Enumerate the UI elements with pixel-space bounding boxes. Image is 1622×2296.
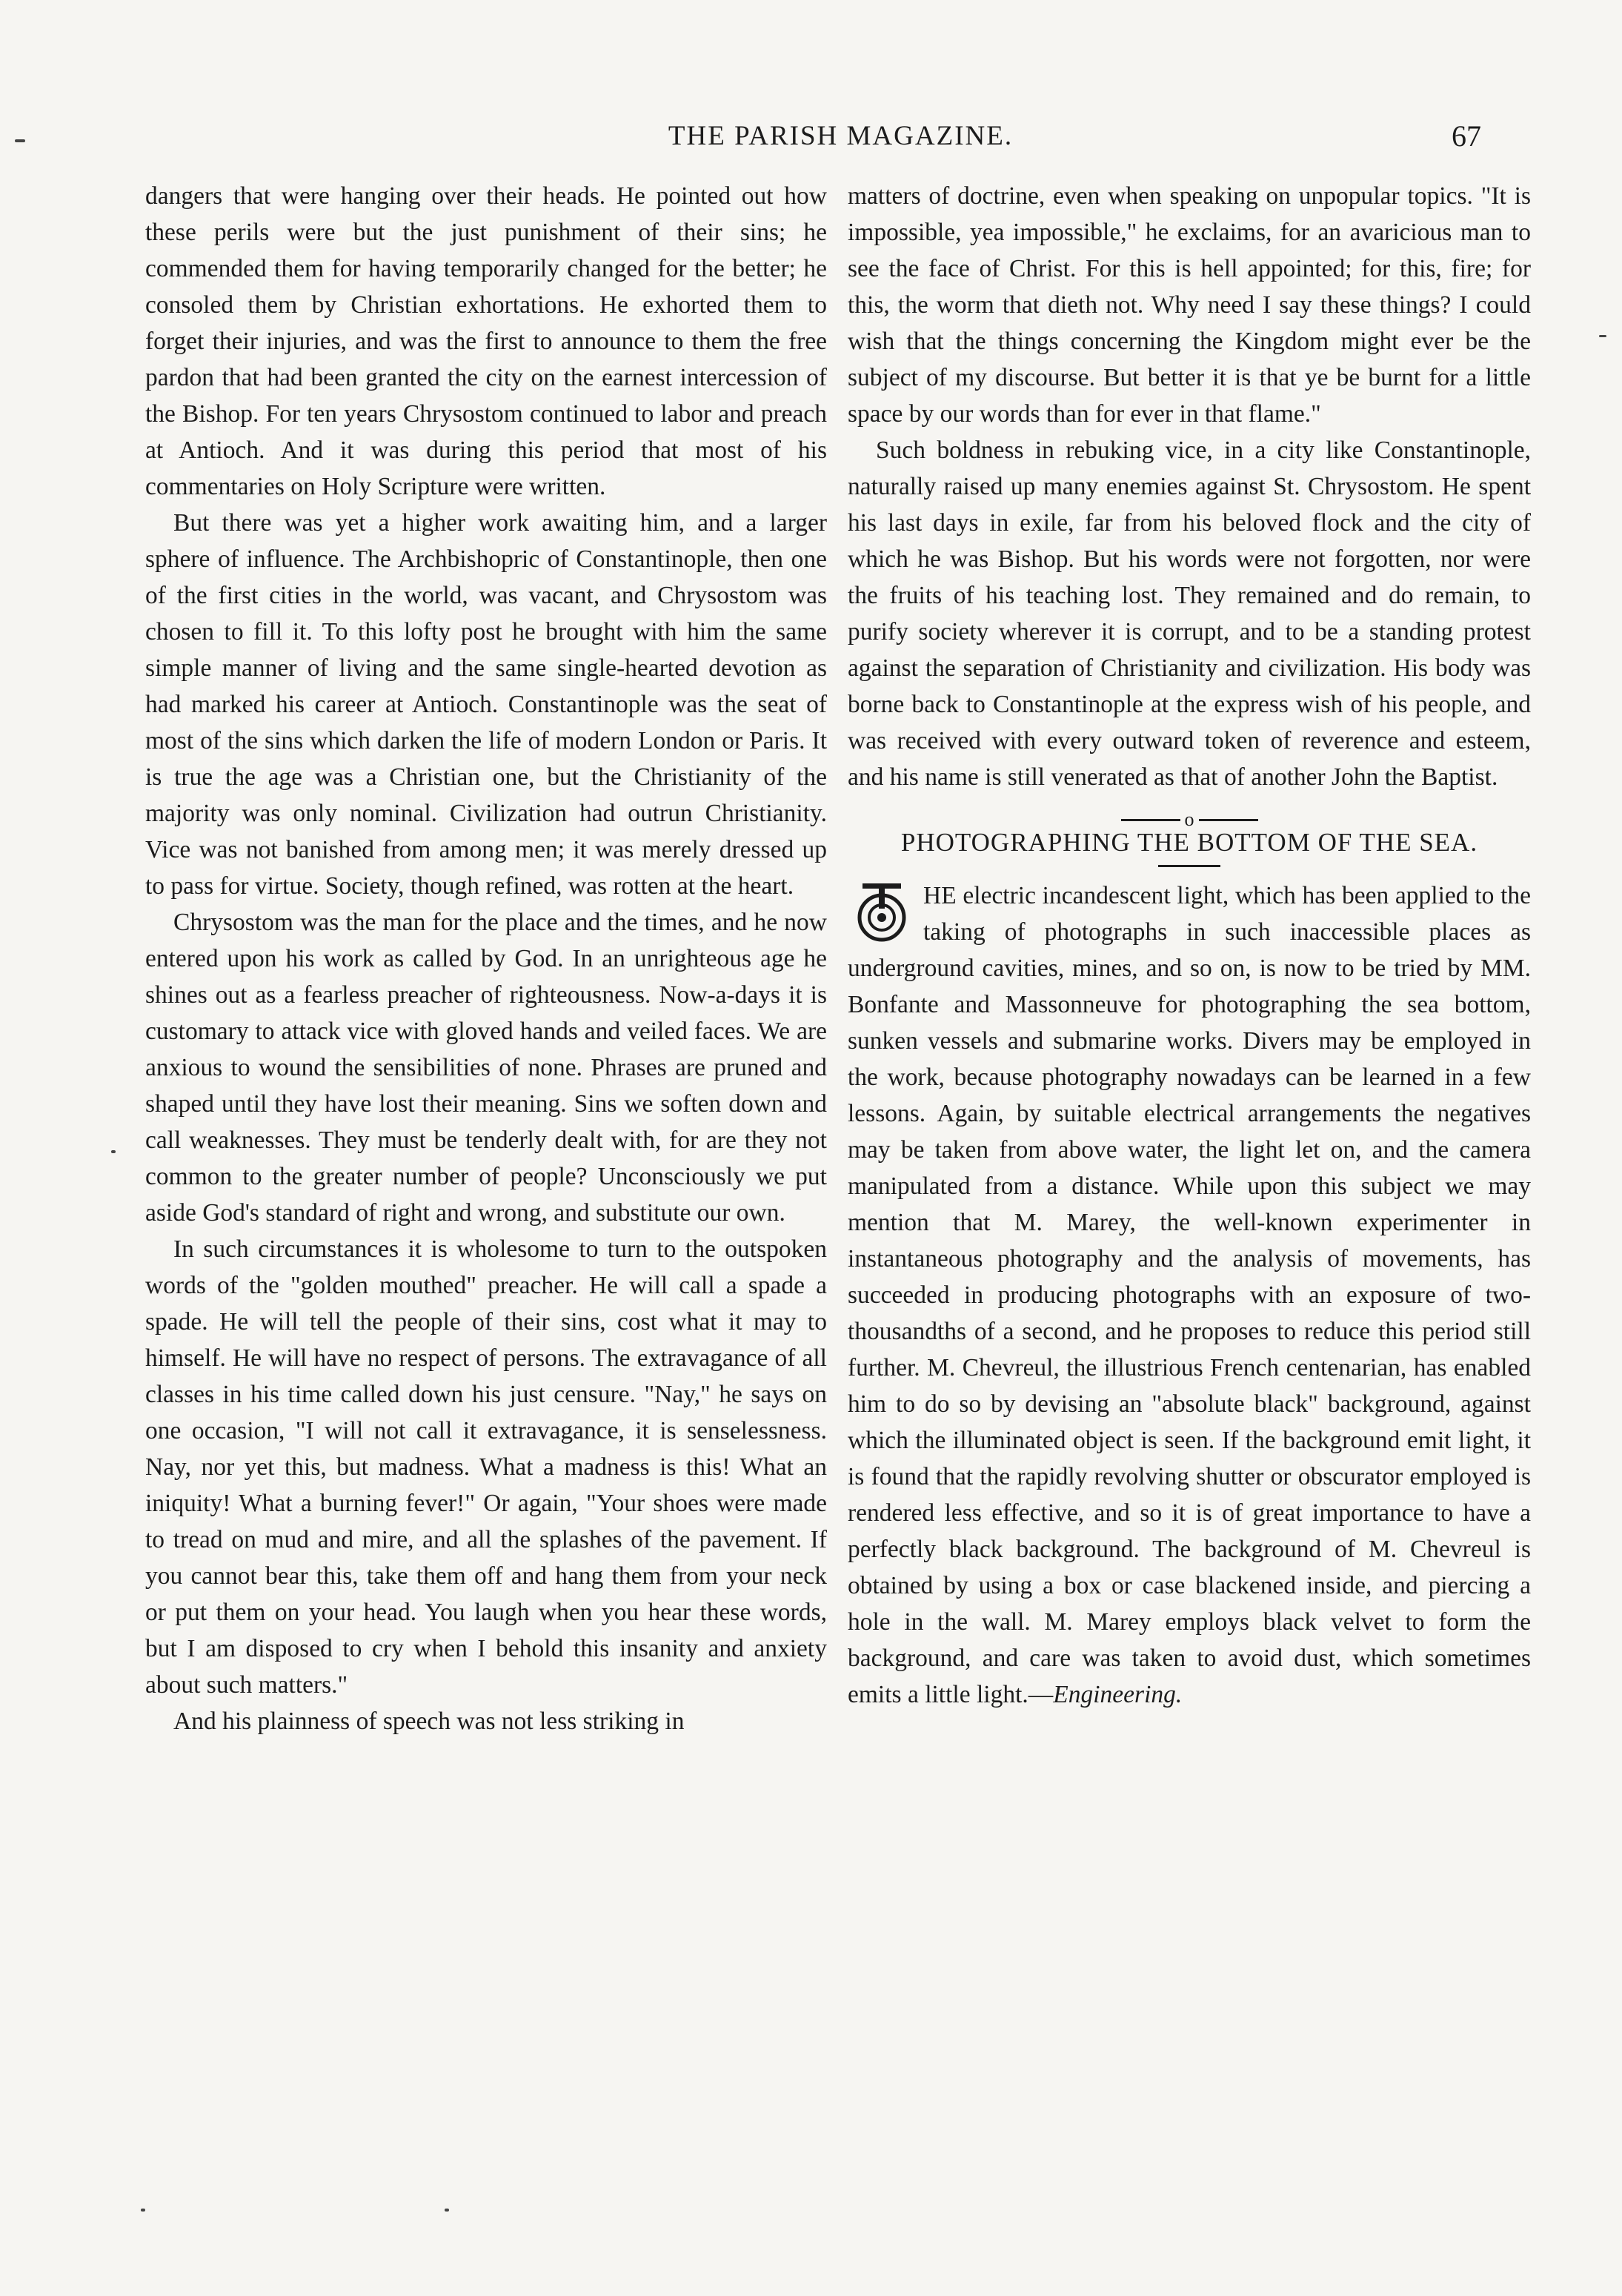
page-header bbox=[0, 119, 1622, 163]
print-speck bbox=[141, 2209, 145, 2212]
paragraph: dangers that were hanging over their heads. He pointed out how these perils were but the just punishment of their sins; he commended them for having temporarily changed for the better; he consoled them by Christian exhortations. He exhorted them to forget their injuries, and was the first to announce to them the free pardon that had been granted the city on the earnest intercession of the Bishop. For ten years Chrysostom continued to labor and preach at Antioch. And it was during this period that most of his commentaries on Holy Scripture were written. bbox=[145, 182, 827, 500]
page-number: 67 bbox=[1452, 119, 1481, 153]
print-speck bbox=[111, 1150, 116, 1153]
title-rule bbox=[1158, 865, 1220, 867]
paragraph: But there was yet a higher work awaiting him, and a larger sphere of influence. The Archbishopric of Constantinople, then one of the first cities in the world, was vacant, and Chrysostom was chosen to fill it. To this lofty post he brought with him the same simple manner of living and the same single-hearted devotion as had marked his career at Antioch. Constantinople was the seat of most of the sins which darken the life of modern London or Paris. It is true the age was a Christian one, but the Christianity of the majority was only nominal. Civilization had outrun Christianity. Vice was not banished from among men; it was merely dressed up to pass for virtue. Society, though refined, was rotten at the heart. bbox=[145, 509, 827, 900]
print-speck bbox=[445, 2209, 449, 2212]
print-speck bbox=[1599, 335, 1606, 337]
article-title: PHOTOGRAPHING THE BOTTOM OF THE SEA. bbox=[900, 828, 1478, 857]
article-body: HE electric incandescent light, which has been applied to the taking of photographs in such inaccessible places as underground cavities, mines, and so on, is now to be tried by MM. Bonfante and Massonneuve for photographing the sea bottom, sunken vessels and submarine works. Divers may be employed in the work, because photography nowadays can be learned in a few lessons. Again, by suitable electrical arrangements the negatives may be taken from above water, the light let on, and the camera manipulated from a distance. While upon this subject we may mention that M. Marey, the well-known experimenter in instantaneous photography and the analysis of movements, has succeeded in producing photographs with an exposure of two-thousandths of a second, and he proposes to reduce this period still further. M. Chevreul, the illustrious French centenarian, has enabled him to do so by devising an "absolute black" background, against which the illuminated object is seen. If the background emit light, it is found that the rapidly revolving shutter or obscurator employed is rendered less effective, and so it is of great importance to have a perfectly black background. The background of M. Chevreul is obtained by using a box or case blackened inside, and piercing a hole in the wall. M. Marey employs black velvet to form the background, and care was taken to avoid dust, which sometimes emits a little light. bbox=[848, 882, 1531, 1708]
running-title: THE PARISH MAGAZINE. bbox=[668, 121, 1014, 151]
separator-line bbox=[1121, 819, 1180, 821]
print-speck bbox=[15, 139, 25, 142]
dropcap-ornament-icon bbox=[848, 879, 916, 947]
left-column bbox=[145, 178, 827, 1739]
right-column bbox=[848, 178, 1531, 1713]
article-body-block: HE electric incandescent light, which has been applied to the taking of photographs in such inaccessible places as underground cavities, mines, and so on, is now to be tried by MM. Bonfante and Massonneuve for photographing the sea bottom, sunken vessels and submarine works. Divers may be employed in the work, because photography nowadays can be learned in a few lessons. Again, by suitable electrical arrangements the negatives may be taken from above water, the light let on, and the camera manipulated from a distance. While upon this subject we may mention that M. Marey, the well-known experimenter in instantaneous photography and the analysis of movements, has succeeded in producing photographs with an exposure of two-thousandths of a second, and he proposes to reduce this period still further. M. Chevreul, the illustrious French centenarian, has enabled him to do so by devising an "absolute black" background, against which the illuminated object is seen. If the background emit light, it is found that the rapidly revolving shutter or obscurator employed is rendered less effective, and so it is of great importance to have a perfectly black background. The background of M. Chevreul is obtained by using a box or case blackened inside, and piercing a hole in the wall. M. Marey employs black velvet to form the background, and care was taken to avoid dust, which sometimes emits a little light.—Engineering. bbox=[848, 877, 1531, 1713]
paragraph: Chrysostom was the man for the place and the times, and he now entered upon his work as called by God. In an unrighteous age he shines out as a fearless preacher of righteousness. Now-a-days it is customary to attack vice with gloved hands and veiled faces. We are anxious to wound the sensibilities of none. Phrases are pruned and shaped until they have lost their meaning. Sins we soften down and call weaknesses. They must be tenderly dealt with, for are they not common to the greater number of people? Unconsciously we put aside God's standard of right and wrong, and substitute our own. bbox=[145, 909, 827, 1227]
separator-line bbox=[1199, 819, 1258, 821]
dropcap-ornament bbox=[848, 879, 916, 947]
separator-glyph: o bbox=[1184, 809, 1194, 831]
paragraph: In such circumstances it is wholesome to turn to the outspoken words of the "golden mouthed" preacher. He will call a spade a spade. He will tell the people of their sins, cost what it may to himself. He will have no respect of persons. The extravagance of all classes in his time called down his just censure. "Nay," he says on one occasion, "I will not call it extravagance, it is senselessness. Nay, nor yet this, but madness. What a madness is this! What an iniquity! What a burning fever!" Or again, "Your shoes were made to tread on mud and mire, and all the splashes of the pavement. If you cannot bear this, take them off and hang them from your neck or put them on your head. You laugh when you hear these words, but I am disposed to cry when I behold this insanity and anxiety about such matters." bbox=[145, 1235, 827, 1699]
paragraph: Such boldness in rebuking vice, in a city like Constantinople, naturally raised up many enemies against St. Chrysostom. He spent his last days in exile, far from his beloved flock and the city of which he was Bishop. But his words were not forgotten, nor were the fruits of his teaching lost. They remained and do remain, to purify society wherever it is corrupt, and to be a standing protest against the separation of Christianity and civilization. His body was borne back to Constantinople at the express wish of his people, and was received with every outward token of reverence and esteem, and his name is still venerated as that of another John the Baptist. bbox=[848, 437, 1531, 791]
section-separator bbox=[848, 800, 1531, 831]
article-source: Engineering. bbox=[1053, 1681, 1183, 1708]
paragraph: And his plainness of speech was not less striking in bbox=[173, 1708, 685, 1735]
paragraph: matters of doctrine, even when speaking on unpopular topics. "It is impossible, yea impossible," he exclaims, for an avaricious man to see the face of Christ. For this is hell appointed; for this, fire; for this, the worm that dieth not. Why need I say these things? I could wish that the things concerning the Kingdom might ever be the subject of my discourse. But better it is that ye be burnt for a little space by our words than for ever in that flame." bbox=[848, 182, 1531, 428]
